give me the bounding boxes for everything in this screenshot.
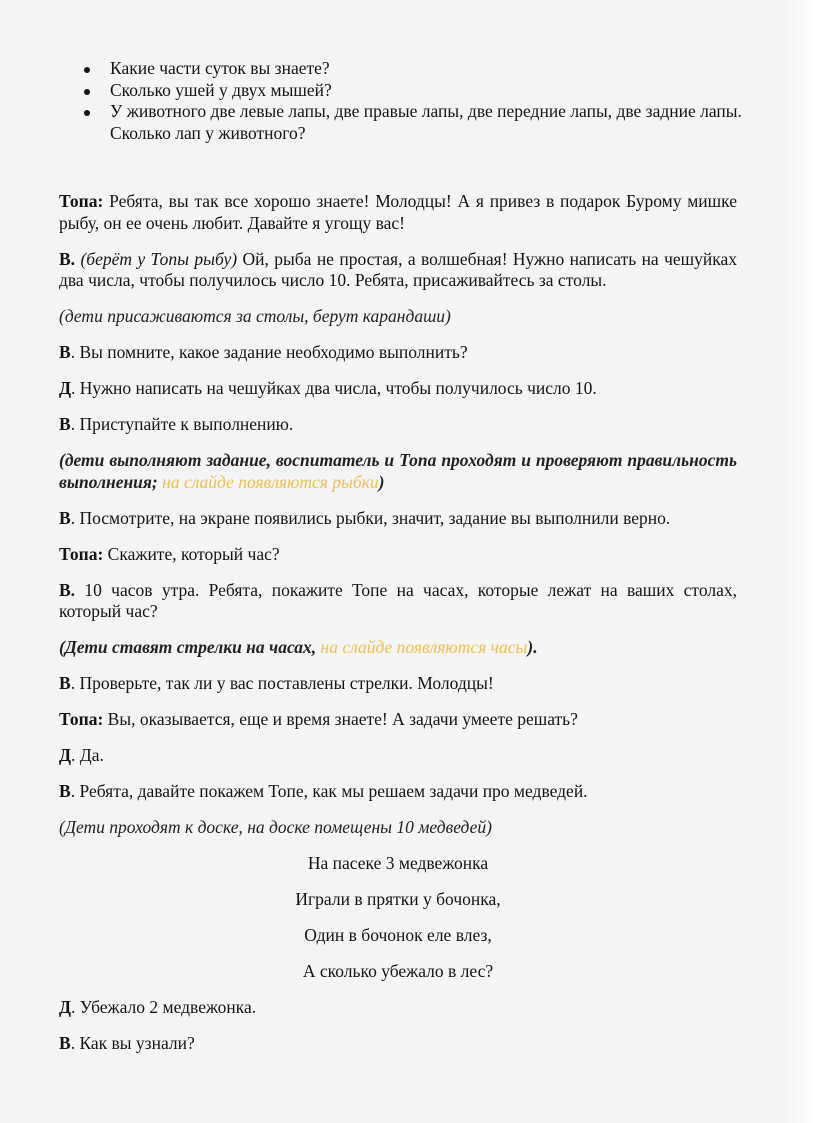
- bullet-icon: [84, 89, 90, 95]
- speaker-label: В: [59, 507, 71, 528]
- dialogue-line: [59, 673, 737, 695]
- speaker-label: Топа:: [59, 191, 104, 211]
- line-text: 10 часов утра. Ребята, покажите Топе на часах, которые лежат на ваших столах, который час?: [59, 579, 737, 621]
- poem-line: Играли в прятки у бочонка,: [295, 889, 501, 909]
- stage-direction-line: [59, 450, 737, 493]
- line-text: . Убежало 2 медвежонка.: [71, 997, 257, 1017]
- speaker-label: Д: [59, 745, 72, 765]
- scan-edge: [784, 0, 816, 1123]
- speaker-label: Топа:: [59, 543, 104, 564]
- dialogue-line: [59, 709, 737, 731]
- speaker-label: В.: [59, 579, 76, 600]
- speaker-label: В: [59, 342, 71, 362]
- stage-direction: (Дети ставят стрелки на часах,: [59, 637, 317, 657]
- dialogue-line: [59, 378, 737, 400]
- dialogue-line: [59, 414, 737, 436]
- poem-line: На пасеке 3 медвежонка: [307, 853, 489, 873]
- dialogue-line: [59, 1033, 737, 1055]
- stage-direction-line: [59, 306, 737, 328]
- stage-direction: (Дети проходят к доске, на доске помещены 10 медведей): [59, 817, 492, 837]
- line-text: . Приступайте к выполнению.: [70, 414, 294, 434]
- line-text: Скажите, который час?: [103, 543, 280, 564]
- speaker-label: В: [59, 414, 71, 434]
- dialogue-line: [59, 745, 737, 767]
- speaker-label: Д: [59, 997, 72, 1017]
- poem-line: Один в бочонок еле влез,: [304, 925, 492, 945]
- question-list: [83, 58, 743, 144]
- stage-direction: (дети присаживаются за столы, берут карандаши): [59, 306, 451, 326]
- dialogue-line: [59, 580, 737, 623]
- stage-direction-line: [59, 637, 737, 659]
- dialogue-line: [59, 781, 737, 803]
- line-text: Вы, оказывается, еще и время знаете! А задачи умеете решать?: [103, 709, 578, 729]
- line-text: . Нужно написать на чешуйках два числа, чтобы получилось число 10.: [71, 378, 597, 398]
- list-item: Какие части суток вы знаете?: [83, 58, 743, 80]
- line-text: . Ребята, давайте покажем Топе, как мы решаем задачи про медведей.: [70, 781, 588, 801]
- speaker-label: В: [59, 1033, 71, 1053]
- slide-note: на слайде появляются часы: [316, 637, 528, 657]
- line-text: Ой, рыба не простая, а волшебная! Нужно написать на чешуйках два числа, чтобы получилось число 10. Ребята, присаживайтесь за столы.: [59, 248, 737, 290]
- poem: [59, 853, 737, 983]
- speaker-label: В: [59, 781, 71, 801]
- bullet-icon: [84, 67, 90, 73]
- list-item: Сколько ушей у двух мышей?: [83, 80, 743, 102]
- stage-direction: (берёт у Топы рыбу): [80, 248, 238, 269]
- dialogue-line: [59, 191, 737, 234]
- line-text: . Посмотрите, на экране появились рыбки, значит, задание вы выполнили верно.: [70, 507, 671, 528]
- bullet-icon: [84, 110, 90, 116]
- dialogue-line: [59, 342, 737, 364]
- line-text: . Вы помните, какое задание необходимо выполнить?: [70, 342, 468, 362]
- speaker-label: Д: [59, 378, 72, 398]
- list-item: У животного две левые лапы, две правые лапы, две передние лапы, две задние лапы. Сколько лап у животного?: [83, 101, 743, 144]
- dialogue-line: [59, 508, 737, 530]
- stage-direction-end: ).: [527, 637, 538, 657]
- line-text: . Да.: [71, 745, 104, 765]
- line-text: Ребята, вы так все хорошо знаете! Молодцы! А я привез в подарок Бурому мишке рыбу, он ее очень любит. Давайте я угощу вас!: [59, 191, 737, 233]
- dialogue-line: [59, 249, 737, 292]
- speaker-label: В: [59, 673, 71, 693]
- speaker-label: В.: [59, 248, 76, 269]
- dialogue-line: [59, 544, 737, 566]
- stage-direction-line: [59, 817, 737, 839]
- slide-note: на слайде появляются рыбки: [157, 471, 379, 492]
- speaker-label: Топа:: [59, 709, 104, 729]
- dialogue-line: [59, 997, 737, 1019]
- stage-direction: (дети выполняют задание, воспитатель и Топа проходят и проверяют правильность выполнения;: [59, 450, 737, 492]
- stage-direction-end: ): [378, 471, 385, 492]
- line-text: . Как вы узнали?: [70, 1033, 195, 1053]
- dialogue-content: [59, 191, 737, 1069]
- line-text: . Проверьте, так ли у вас поставлены стрелки. Молодцы!: [70, 673, 494, 693]
- poem-line: А сколько убежало в лес?: [302, 961, 494, 981]
